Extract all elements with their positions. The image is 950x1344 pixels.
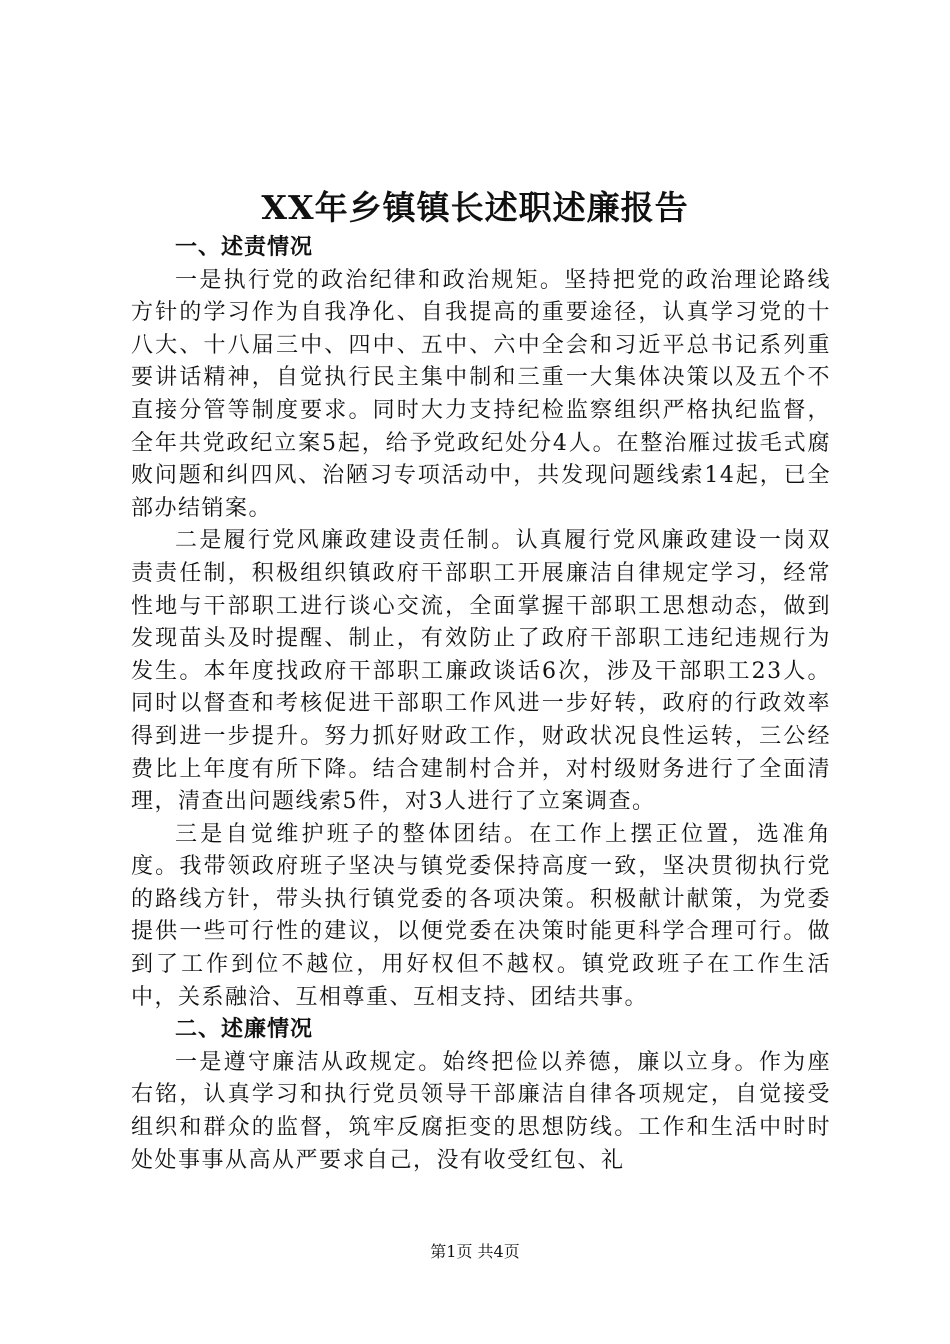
page-footer: 第1页 共4页 — [430, 1242, 520, 1261]
document-title: XX年乡镇镇长述职述廉报告 — [261, 188, 689, 227]
paragraph-duty-2: 二是履行党风廉政建设责任制。认真履行党风廉政建设一岗双责责任制，积极组织镇政府干部职工开展廉洁自律规定学习，经常性地与干部职工进行谈心交流，全面掌握干部职工思想动态，做到发现苗头及时提醒、制止，有效防止了政府干部职工违纪违规行为发生。本年度找政府干部职工廉政谈话6次，涉及干部职工23人。同时以督查和考核促进干部职工作风进一步好转，政府的行政效率得到进一步提升。努力抓好财政工作，财政状况良性运转，三公经费比上年度有所下降。结合建制村合并，对村级财务进行了全面清理，清查出问题线索5件，对3人进行了立案调查。 — [131, 528, 831, 815]
paragraph-integrity-1: 一是遵守廉洁从政规定。始终把俭以养德，廉以立身。作为座右铭，认真学习和执行党员领导干部廉洁自律各项规定，自觉接受组织和群众的监督，筑牢反腐拒变的思想防线。工作和生活中时时处处事事从高从严要求自己，没有收受红包、礼 — [131, 1049, 831, 1173]
document-body — [131, 232, 831, 1177]
paragraph-duty-1: 一是执行党的政治纪律和政治规矩。坚持把党的政治理论路线方针的学习作为自我净化、自我提高的重要途径，认真学习党的十八大、十八届三中、四中、五中、六中全会和习近平总书记系列重要讲话精神，自觉执行民主集中制和三重一大集体决策以及五个不直接分管等制度要求。同时大力支持纪检监察组织严格执纪监督，全年共党政纪立案5起，给予党政纪处分4人。在整治雁过拔毛式腐败问题和纠四风、治陋习专项活动中，共发现问题线索14起，已全部办结销案。 — [131, 267, 831, 521]
section-heading-integrity: 二、述廉情况 — [175, 1017, 314, 1043]
paragraph-duty-3: 三是自觉维护班子的整体团结。在工作上摆正位置，选准角度。我带领政府班子坚决与镇党委保持高度一致，坚决贯彻执行党的路线方针，带头执行镇党委的各项决策。积极献计献策，为党委提供一些可行性的建议，以便党委在决策时能更科学合理可行。做到了工作到位不越位，用好权但不越权。镇党政班子在工作生活中，关系融洽、互相尊重、互相支持、团结共事。 — [131, 821, 831, 1010]
section-heading-duty: 一、述责情况 — [175, 235, 314, 260]
